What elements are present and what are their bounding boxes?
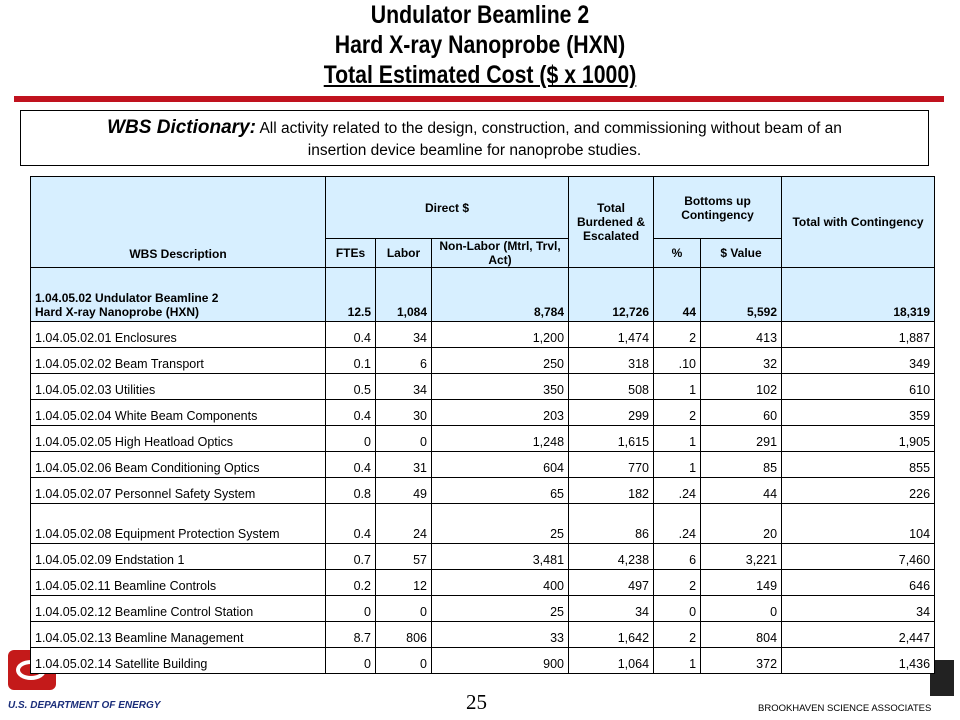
- cell-pct: .10: [654, 348, 701, 374]
- title-rule: [14, 96, 944, 102]
- cell-value: 291: [701, 426, 782, 452]
- cell-total: 1,905: [782, 426, 935, 452]
- page-number: 25: [466, 690, 487, 714]
- row-description: 1.04.05.02.04 White Beam Components: [31, 400, 326, 426]
- cell-ftes: 0.5: [326, 374, 376, 400]
- cell-burdened: 86: [569, 504, 654, 544]
- table-row: [31, 478, 935, 504]
- cost-table: [30, 176, 935, 674]
- summary-description: 1.04.05.02 Undulator Beamline 2 Hard X-ray Nanoprobe (HXN): [31, 268, 326, 322]
- header-value: $ Value: [701, 239, 782, 268]
- cell-pct: 0: [654, 596, 701, 622]
- cell-pct: .24: [654, 478, 701, 504]
- cell-labor: 34: [376, 322, 432, 348]
- cell-labor: 57: [376, 544, 432, 570]
- table-row: [31, 426, 935, 452]
- row-description: 1.04.05.02.08 Equipment Protection System: [31, 504, 326, 544]
- cell-value: 413: [701, 322, 782, 348]
- cell-labor: 34: [376, 374, 432, 400]
- table-row: [31, 322, 935, 348]
- cell-value: 372: [701, 648, 782, 674]
- cell-burdened: 12,726: [569, 268, 654, 322]
- cell-nonlabor: 900: [432, 648, 569, 674]
- cell-total: 1,436: [782, 648, 935, 674]
- cell-nonlabor: 250: [432, 348, 569, 374]
- row-description: 1.04.05.02.13 Beamline Management: [31, 622, 326, 648]
- cell-value: 3,221: [701, 544, 782, 570]
- cell-burdened: 182: [569, 478, 654, 504]
- row-description: 1.04.05.02.11 Beamline Controls: [31, 570, 326, 596]
- cell-total: 18,319: [782, 268, 935, 322]
- cell-nonlabor: 25: [432, 504, 569, 544]
- cell-labor: 806: [376, 622, 432, 648]
- cell-burdened: 1,642: [569, 622, 654, 648]
- cell-value: 60: [701, 400, 782, 426]
- cell-total: 7,460: [782, 544, 935, 570]
- cell-value: 85: [701, 452, 782, 478]
- cell-pct: 2: [654, 322, 701, 348]
- cell-nonlabor: 400: [432, 570, 569, 596]
- cell-nonlabor: 604: [432, 452, 569, 478]
- cell-nonlabor: 8,784: [432, 268, 569, 322]
- row-description: 1.04.05.02.06 Beam Conditioning Optics: [31, 452, 326, 478]
- header-total-with-contingency: Total with Contingency: [782, 177, 935, 268]
- cell-ftes: 0.4: [326, 400, 376, 426]
- cell-labor: 0: [376, 596, 432, 622]
- cell-pct: 6: [654, 544, 701, 570]
- title-line-3: Total Estimated Cost ($ x 1000): [323, 61, 637, 89]
- row-description: 1.04.05.02.05 High Heatload Optics: [31, 426, 326, 452]
- cell-pct: 44: [654, 268, 701, 322]
- cell-value: 0: [701, 596, 782, 622]
- table-row: [31, 400, 935, 426]
- cell-pct: 2: [654, 622, 701, 648]
- title-line-2: Hard X-ray Nanoprobe (HXN): [334, 31, 626, 59]
- cell-labor: 30: [376, 400, 432, 426]
- table-row: [31, 596, 935, 622]
- table-row: [31, 452, 935, 478]
- cell-ftes: 0.4: [326, 504, 376, 544]
- row-description: 1.04.05.02.07 Personnel Safety System: [31, 478, 326, 504]
- cell-nonlabor: 3,481: [432, 544, 569, 570]
- cell-burdened: 508: [569, 374, 654, 400]
- doe-footer-text: U.S. DEPARTMENT OF ENERGY: [8, 700, 161, 711]
- summary-row: [31, 268, 935, 322]
- row-description: 1.04.05.02.12 Beamline Control Station: [31, 596, 326, 622]
- cell-labor: 0: [376, 648, 432, 674]
- cell-total: 855: [782, 452, 935, 478]
- cell-pct: 2: [654, 570, 701, 596]
- header-direct: Direct $: [326, 177, 569, 239]
- cell-ftes: 0.2: [326, 570, 376, 596]
- cell-labor: 49: [376, 478, 432, 504]
- cell-labor: 31: [376, 452, 432, 478]
- cell-total: 104: [782, 504, 935, 544]
- header-ftes: FTEs: [326, 239, 376, 268]
- cell-total: 2,447: [782, 622, 935, 648]
- row-description: 1.04.05.02.02 Beam Transport: [31, 348, 326, 374]
- cell-nonlabor: 1,200: [432, 322, 569, 348]
- table-row: [31, 374, 935, 400]
- row-description: 1.04.05.02.09 Endstation 1: [31, 544, 326, 570]
- cell-value: 5,592: [701, 268, 782, 322]
- cell-total: 646: [782, 570, 935, 596]
- row-description: 1.04.05.02.01 Enclosures: [31, 322, 326, 348]
- bsa-footer-text: BROOKHAVEN SCIENCE ASSOCIATES: [758, 703, 932, 714]
- wbs-dictionary-text-2: insertion device beamline for nanoprobe studies.: [307, 142, 642, 159]
- wbs-dictionary-box: [20, 110, 929, 166]
- cell-nonlabor: 1,248: [432, 426, 569, 452]
- cell-total: 226: [782, 478, 935, 504]
- cell-value: 44: [701, 478, 782, 504]
- cell-burdened: 1,064: [569, 648, 654, 674]
- cell-labor: 12: [376, 570, 432, 596]
- cell-pct: 1: [654, 452, 701, 478]
- cell-ftes: 0.7: [326, 544, 376, 570]
- table-row: [31, 648, 935, 674]
- cell-total: 359: [782, 400, 935, 426]
- header-wbs-description: WBS Description: [31, 177, 326, 268]
- cell-ftes: 0.1: [326, 348, 376, 374]
- cell-ftes: 0: [326, 596, 376, 622]
- cell-total: 610: [782, 374, 935, 400]
- cell-ftes: 8.7: [326, 622, 376, 648]
- cell-ftes: 0.4: [326, 452, 376, 478]
- cell-labor: 1,084: [376, 268, 432, 322]
- cell-nonlabor: 65: [432, 478, 569, 504]
- cell-total: 349: [782, 348, 935, 374]
- cell-total: 34: [782, 596, 935, 622]
- cell-burdened: 299: [569, 400, 654, 426]
- header-nonlabor: Non-Labor (Mtrl, Trvl, Act): [432, 239, 569, 268]
- cell-value: 149: [701, 570, 782, 596]
- cell-value: 20: [701, 504, 782, 544]
- header-pct: %: [654, 239, 701, 268]
- cell-burdened: 770: [569, 452, 654, 478]
- cell-ftes: 0: [326, 426, 376, 452]
- table-row: [31, 570, 935, 596]
- cell-pct: 1: [654, 426, 701, 452]
- cell-pct: 2: [654, 400, 701, 426]
- row-description: 1.04.05.02.14 Satellite Building: [31, 648, 326, 674]
- table-row: [31, 504, 935, 544]
- slide-title: [72, 0, 888, 90]
- cell-labor: 0: [376, 426, 432, 452]
- header-contingency: Bottoms up Contingency: [654, 177, 782, 239]
- cell-total: 1,887: [782, 322, 935, 348]
- cell-ftes: 0: [326, 648, 376, 674]
- cell-ftes: 0.4: [326, 322, 376, 348]
- cell-burdened: 34: [569, 596, 654, 622]
- cell-nonlabor: 203: [432, 400, 569, 426]
- row-description: 1.04.05.02.03 Utilities: [31, 374, 326, 400]
- title-line-1: Undulator Beamline 2: [370, 1, 590, 29]
- cell-burdened: 318: [569, 348, 654, 374]
- cell-ftes: 0.8: [326, 478, 376, 504]
- cell-nonlabor: 25: [432, 596, 569, 622]
- cell-value: 32: [701, 348, 782, 374]
- cell-ftes: 12.5: [326, 268, 376, 322]
- cell-burdened: 4,238: [569, 544, 654, 570]
- header-total-burdened: Total Burdened & Escalated: [569, 177, 654, 268]
- cell-value: 102: [701, 374, 782, 400]
- cell-labor: 6: [376, 348, 432, 374]
- cell-labor: 24: [376, 504, 432, 544]
- cell-value: 804: [701, 622, 782, 648]
- cell-pct: 1: [654, 374, 701, 400]
- cell-burdened: 1,474: [569, 322, 654, 348]
- table-row: [31, 544, 935, 570]
- cell-nonlabor: 350: [432, 374, 569, 400]
- wbs-dictionary-text-1: All activity related to the design, construction, and commissioning without beam of an: [259, 120, 842, 137]
- cell-burdened: 1,615: [569, 426, 654, 452]
- table-row: [31, 348, 935, 374]
- cell-burdened: 497: [569, 570, 654, 596]
- wbs-dictionary-label: WBS Dictionary:: [107, 117, 256, 138]
- cell-nonlabor: 33: [432, 622, 569, 648]
- table-row: [31, 622, 935, 648]
- cell-pct: 1: [654, 648, 701, 674]
- cell-pct: .24: [654, 504, 701, 544]
- header-labor: Labor: [376, 239, 432, 268]
